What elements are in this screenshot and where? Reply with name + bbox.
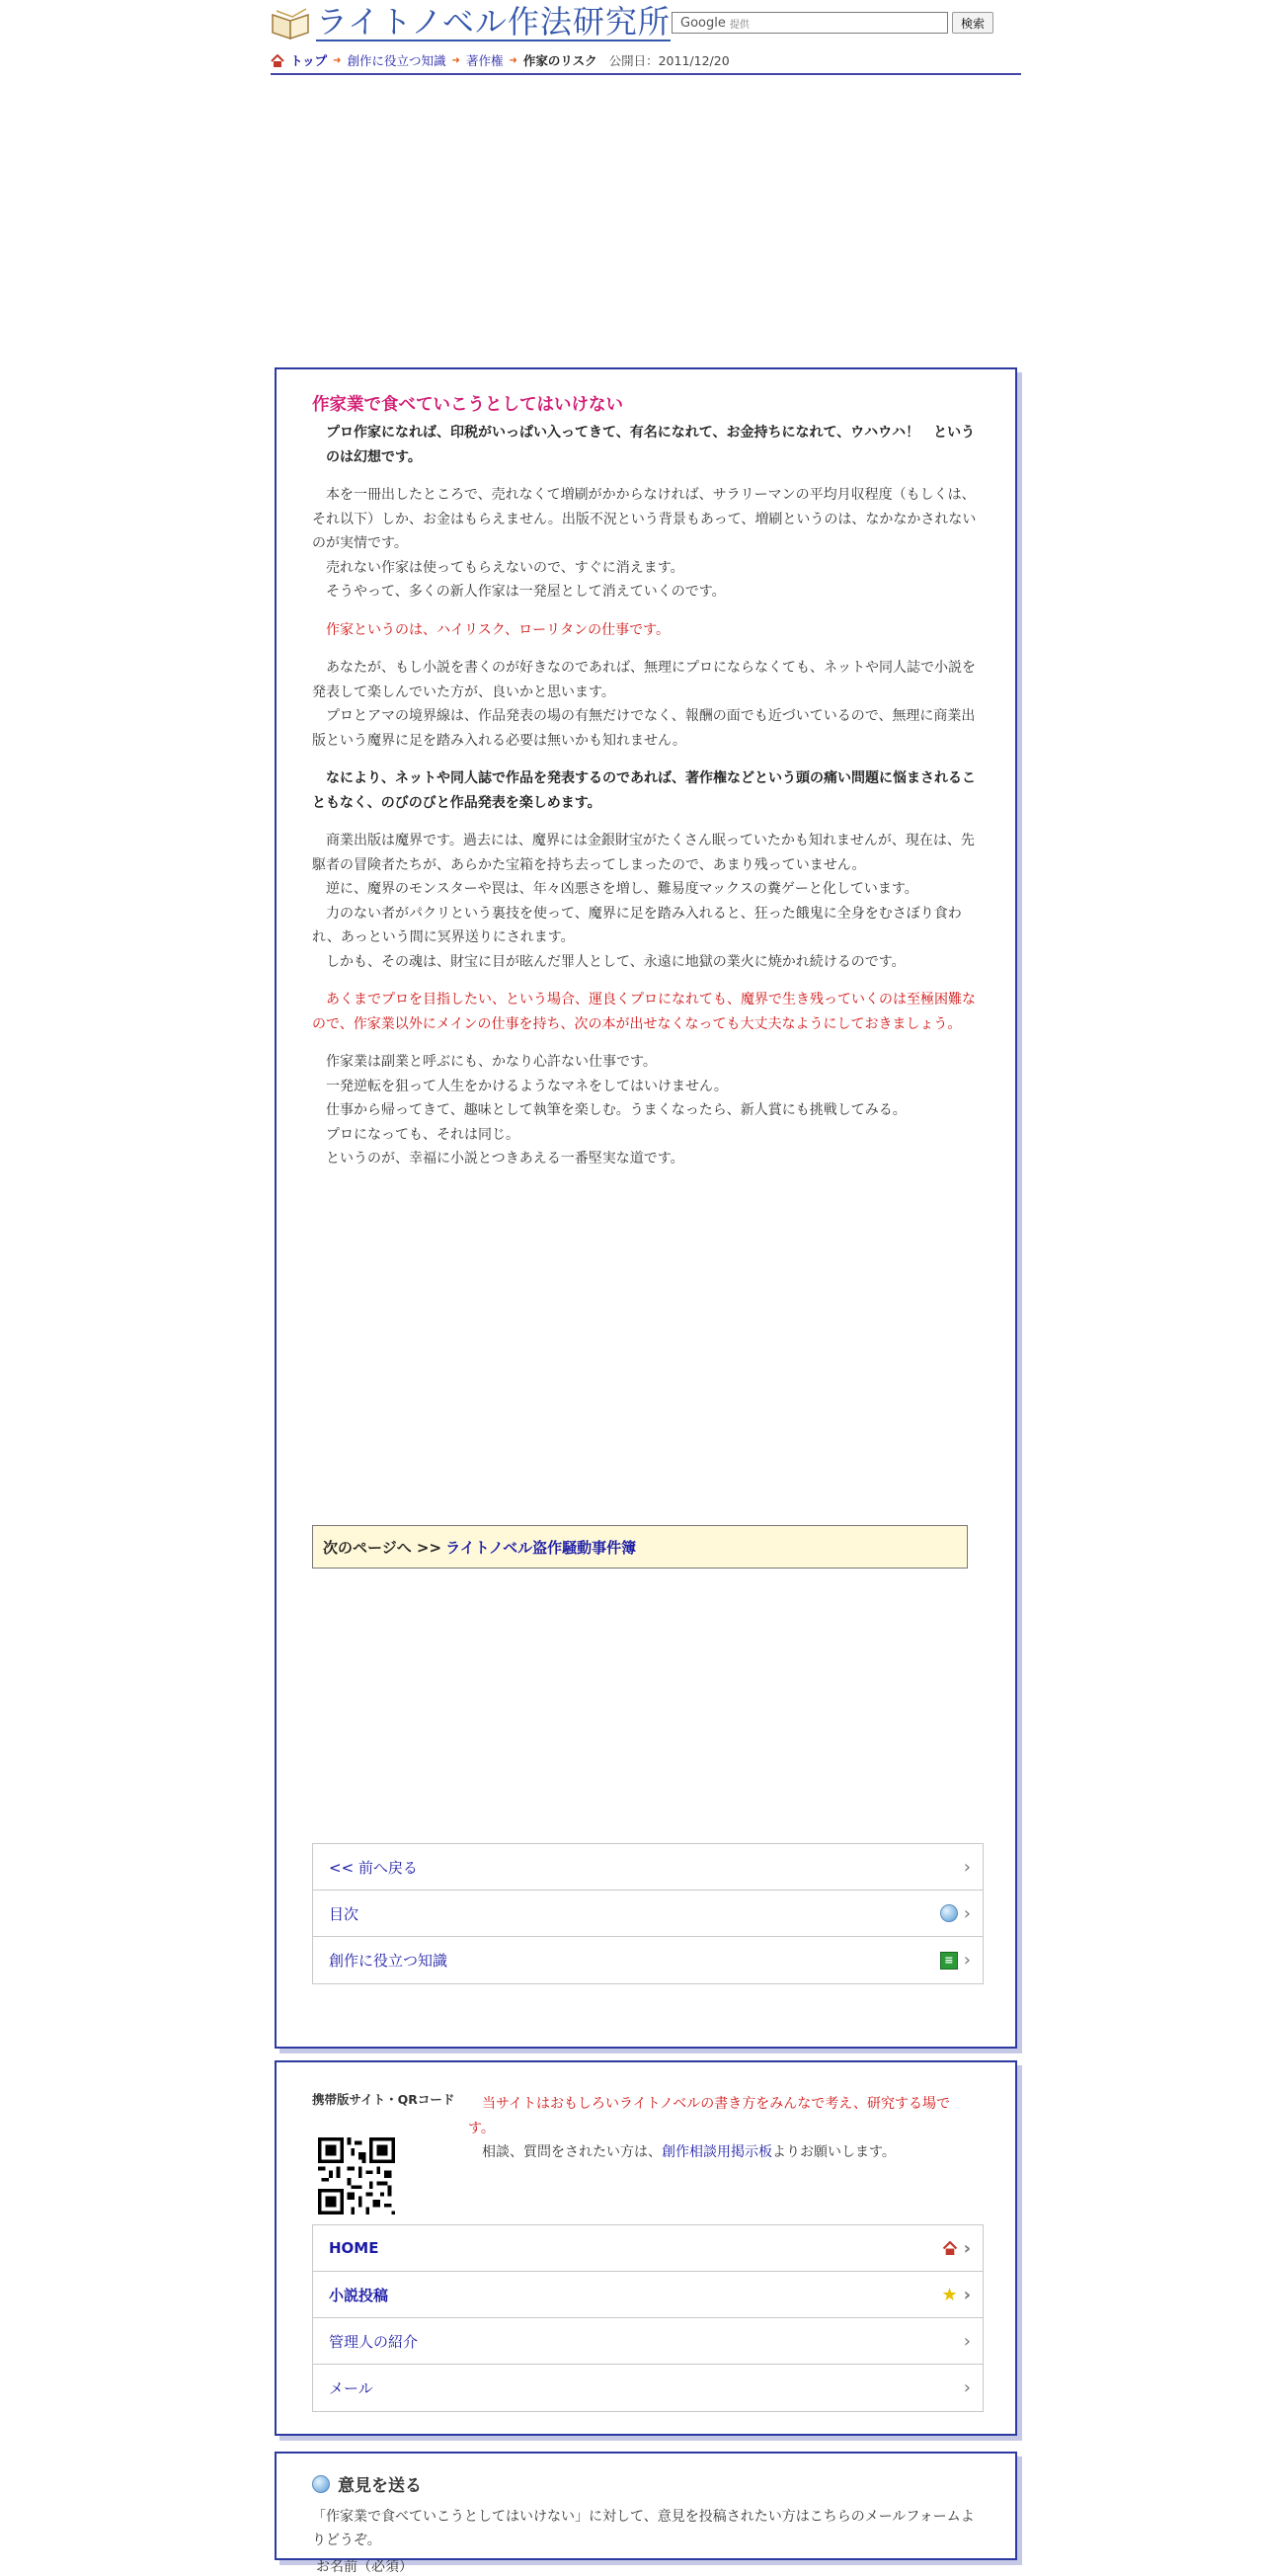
nav-novel-post[interactable] [313, 2272, 983, 2318]
site-nav-list [312, 2224, 984, 2412]
article-nav-list [312, 1843, 984, 1984]
consult-board-link[interactable]: 創作相談用掲示板 [662, 2144, 772, 2160]
paragraph: プロになっても、それは同じ。 [326, 1126, 519, 1143]
site-header [271, 0, 1021, 77]
paragraph: 仕事から帰ってきて、趣味として執筆を楽しむ。うまくなったら、新人賞にも挑戦してみる。 [326, 1102, 907, 1118]
article-title: 作家業で食べていこうとしてはいけない [312, 395, 623, 415]
paragraph: 逆に、魔界のモンスターや罠は、年々凶悪さを増し、難易度マックスの糞ゲーと化しています。 [326, 881, 918, 897]
nav-back-label: << 前へ戻る [329, 1858, 418, 1877]
search-form [672, 12, 993, 34]
home-icon [942, 2241, 958, 2255]
breadcrumb-arrow-icon: ➜ [451, 54, 460, 66]
breadcrumb-copyright[interactable]: 著作権 [465, 53, 504, 68]
nav-knowledge[interactable] [313, 1937, 983, 1983]
nav-mail[interactable] [313, 2365, 983, 2411]
feedback-heading [312, 2471, 422, 2496]
name-field-label: お名前（必須） [316, 2559, 413, 2575]
search-input[interactable] [672, 12, 948, 34]
nav-knowledge-label: 創作に役立つ知識 [329, 1952, 448, 1970]
paragraph-highlight: あくまでプロを目指したい、という場合、運良くプロになれても、魔界で生き残っていくのは至極困難なので、作家業以外にメインの仕事を持ち、次の本が出せなくなっても大丈夫なようにしておきましょう。 [312, 992, 976, 1032]
paragraph: あなたが、もし小説を書くのが好きなのであれば、無理にプロにならなくても、ネットや同人誌で小説を発表して楽しんでいた方が、良いかと思います。 [312, 660, 976, 700]
paragraph-bold: なにより、ネットや同人誌で作品を発表するのであれば、著作権などという頭の痛い問題に悩まされることもなく、のびのびと作品発表を楽しめます。 [312, 770, 976, 811]
feedback-panel [275, 2452, 1017, 2575]
site-logo[interactable] [271, 4, 671, 41]
globe-icon [940, 1904, 958, 1922]
breadcrumb-current: 作家のリスク [522, 53, 597, 68]
consult-text-post: よりお願いします。 [772, 2144, 896, 2160]
book-icon [271, 5, 310, 40]
paragraph: しかも、その魂は、財宝に目が眩んだ罪人として、永遠に地獄の業火に焼かれ続けるのです。 [326, 953, 906, 970]
header-divider [271, 73, 1021, 75]
logo-text: ライトノベル作法研究所 [316, 3, 671, 40]
category-icon: ≡ [940, 1952, 958, 1970]
chevron-right-icon: › [963, 1902, 971, 1924]
nav-toc-label: 目次 [329, 1904, 359, 1923]
article-body [312, 421, 980, 1171]
nav-novel-post-label: 小説投稿 [329, 2286, 389, 2304]
breadcrumb-arrow-icon: ➜ [333, 54, 342, 66]
next-page-prefix: 次のページへ >> [323, 1538, 442, 1557]
site-info-panel [275, 2060, 1017, 2436]
breadcrumb-knowledge[interactable]: 創作に役立つ知識 [347, 53, 446, 68]
paragraph: そうやって、多くの新人作家は一発屋として消えていくのです。 [326, 584, 726, 600]
nav-toc[interactable] [313, 1891, 983, 1937]
breadcrumb-top[interactable]: トップ [290, 53, 328, 68]
globe-icon [312, 2475, 330, 2493]
paragraph: 売れない作家は使ってもらえないので、すぐに消えます。 [326, 559, 684, 576]
breadcrumb-arrow-icon: ➜ [509, 54, 517, 66]
qr-code-icon[interactable] [318, 2137, 395, 2214]
nav-admin[interactable] [313, 2318, 983, 2365]
paragraph: 商業出版は魔界です。過去には、魔界には金銀財宝がたくさん眠っていたかも知れませんが、現在は、先駆者の冒険者たちが、あらかた宝箱を持ち去ってしまったので、あまり残っていません。 [312, 833, 975, 873]
chevron-right-icon: › [963, 2237, 971, 2259]
site-intro: 当サイトはおもしろいライトノベルの書き方をみんなで考え、研究する場です。 [468, 2096, 951, 2136]
chevron-right-icon: › [963, 2330, 971, 2352]
paragraph: 一発逆転を狙って人生をかけるようなマネをしてはいけません。 [326, 1078, 728, 1094]
publish-date: 公開日：2011/12/20 [608, 53, 730, 68]
feedback-title: 意見を送る [338, 2476, 422, 2496]
search-button[interactable]: 検索 [952, 12, 993, 34]
nav-admin-label: 管理人の紹介 [329, 2332, 419, 2351]
search-brand: Google [680, 15, 726, 31]
paragraph: 力のない者がパクリという裏技を使って、魔界に足を踏み入れると、狂った餓鬼に全身をむさぼり食われ、あっという間に冥界送りにされます。 [312, 905, 962, 945]
paragraph-highlight: 作家というのは、ハイリスク、ローリタンの仕事です。 [326, 621, 671, 638]
qr-label: 携帯版サイト・QRコード [312, 2092, 455, 2107]
breadcrumb [271, 51, 1021, 69]
home-icon [271, 54, 284, 67]
star-icon: ★ [941, 2284, 958, 2305]
paragraph: 本を一冊出したところで、売れなくて増刷がかからなければ、サラリーマンの平均月収程度（もしくは、それ以下）しか、お金はもらえません。出版不況という背景もあって、増刷というのは、なかなかされないのが実情です。 [312, 487, 977, 551]
nav-mail-label: メール [329, 2379, 373, 2397]
paragraph: 作家業は副業と呼ぶにも、かなり心許ない仕事です。 [326, 1054, 657, 1070]
chevron-right-icon: › [963, 1856, 971, 1878]
paragraph: プロ作家になれば、印税がいっぱい入ってきて、有名になれて、お金持ちになれて、ウハウハ！ というのは幻想です。 [326, 425, 976, 465]
chevron-right-icon: › [963, 2284, 971, 2305]
paragraph: プロとアマの境界線は、作品発表の場の有無だけでなく、報酬の面でも近づいているので、無理に商業出版という魔界に足を踏み入れる必要は無いかも知れません。 [312, 708, 976, 749]
article-panel [275, 367, 1017, 2049]
nav-back[interactable] [313, 1844, 983, 1891]
site-description [468, 2092, 962, 2165]
chevron-right-icon: › [963, 1950, 971, 1971]
chevron-right-icon: › [963, 2377, 971, 2398]
paragraph: というのが、幸福に小説とつきあえる一番堅実な道です。 [326, 1151, 684, 1167]
nav-home[interactable] [313, 2225, 983, 2272]
consult-text [468, 2140, 962, 2165]
feedback-description: 「作家業で食べていこうとしてはいけない」に対して、意見を投稿されたい方はこちらのメールフォームよりどうぞ。 [312, 2509, 975, 2548]
nav-home-label: HOME [329, 2239, 379, 2257]
search-placeholder: 提供 [729, 19, 750, 31]
consult-text-pre: 相談、質問をされたい方は、 [482, 2144, 662, 2160]
next-page-box [312, 1525, 968, 1569]
next-page-link[interactable]: ライトノベル盗作騒動事件簿 [445, 1538, 637, 1557]
